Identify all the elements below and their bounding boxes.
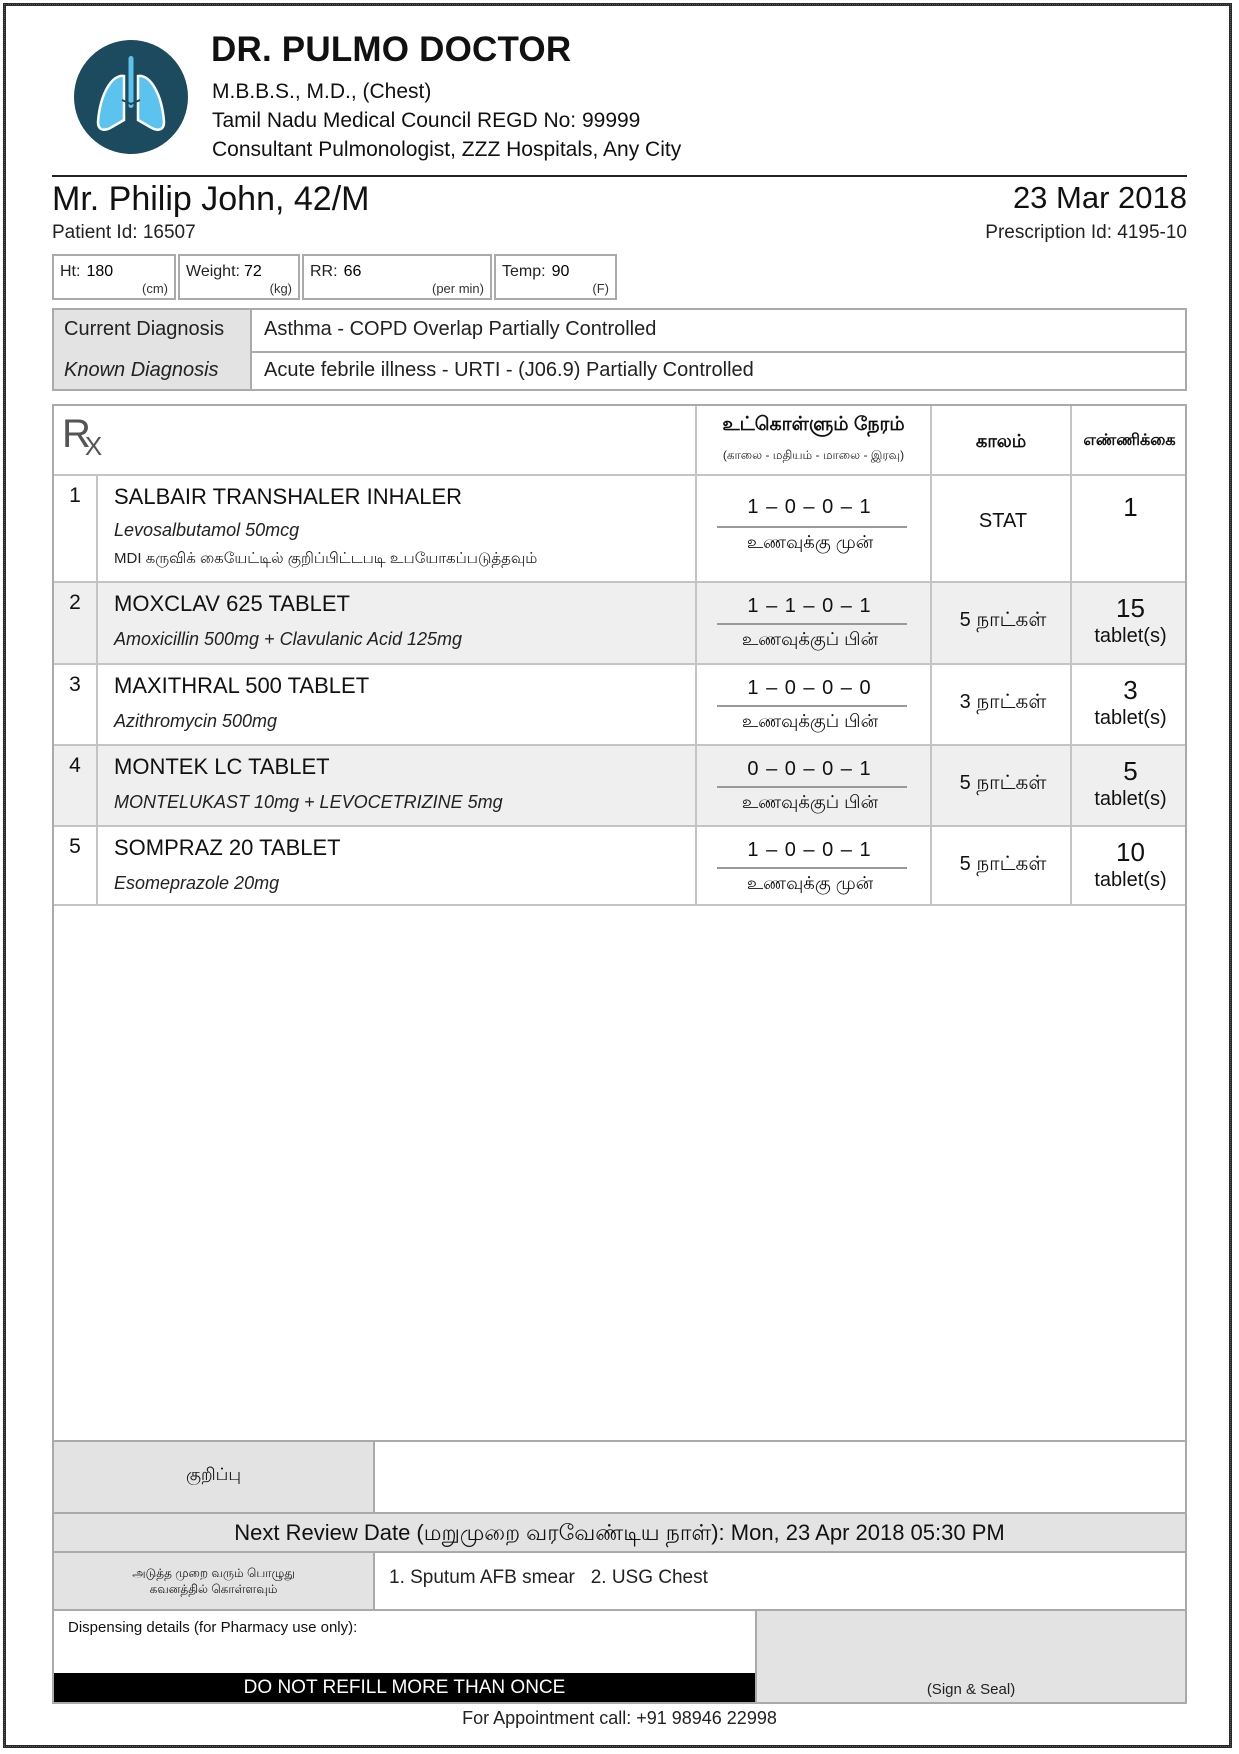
column-divider [695,746,697,825]
count-value: 15 [1116,593,1145,623]
count [1074,593,1187,649]
column-divider [930,746,932,825]
dose-divider [717,623,907,625]
known-diagnosis-row [54,351,1185,389]
vital-unit: (cm) [142,281,168,296]
duration: 5 நாட்கள் [959,853,1047,875]
column-divider [695,583,697,663]
duration: STAT [978,510,1028,532]
food-timing: உணவுக்குப் பின் [741,629,879,649]
drug-name: SALBAIR TRANSHALER INHALER [114,484,463,509]
drug-generic: Esomeprazole 20mg [114,873,280,893]
current-diagnosis-row [54,310,1185,353]
vital-weight [178,254,300,300]
current-diagnosis-label: Current Diagnosis [54,310,252,351]
column-divider [930,583,932,663]
column-divider [96,746,98,825]
dose-divider [717,867,907,869]
row-number: 2 [69,591,81,614]
timing-header-sublabel: (காலை - மதியம் - மாலை - இரவு) [722,448,905,462]
drug-generic: Levosalbutamol 50mcg [114,520,300,540]
vital-height [52,254,176,300]
vital-respiratory-rate [302,254,492,300]
dose-divider [717,705,907,707]
drug-generic: MONTELUKAST 10mg + LEVOCETRIZINE 5mg [114,792,503,812]
count-header: எண்ணிக்கை [1083,432,1176,449]
note-label: குறிப்பு [54,1442,375,1512]
drug-name: MONTEK LC TABLET [114,754,330,779]
count-value: 3 [1123,675,1138,705]
count-unit: tablet(s) [1094,788,1167,810]
count [1074,675,1187,731]
next-review-date: Next Review Date (மறுமுறை வரவேண்டிய நாள்): Mon, 23 Apr 2018 05:30 PM [54,1514,1185,1553]
medication-row [54,663,1185,744]
vital-label: RR: [310,263,338,280]
attention-value: 1. Sputum AFB smear 2. USG Chest [389,1567,708,1588]
food-timing: உணவுக்குப் பின் [741,711,879,731]
known-diagnosis-value: Acute febrile illness - URTI - (J06.9) Partially Controlled [264,359,754,381]
dispensing-row [54,1609,1185,1702]
count [1074,756,1187,812]
sign-seal-label: (Sign & Seal) [926,1681,1016,1698]
food-timing: உணவுக்கு முன் [746,873,874,893]
prescription-blank-area [52,904,1187,1440]
dose-schedule: 1 – 0 – 0 – 1 [747,496,872,518]
drug-name: MOXCLAV 625 TABLET [114,591,350,616]
drug-instruction: MDI கருவிக் கையேட்டில் குறிப்பிட்டபடி உபயோகப்படுத்தவும் [114,550,538,567]
food-timing: உணவுக்குப் பின் [741,792,879,812]
duration: 5 நாட்கள் [959,609,1047,631]
note-row [54,1442,1185,1514]
vital-value: 180 [86,263,114,280]
vital-unit: (kg) [269,281,292,296]
row-number: 1 [69,484,81,507]
appointment-contact: For Appointment call: +91 98946 22998 [462,1708,777,1728]
current-diagnosis-value: Asthma - COPD Overlap Partially Controlled [264,318,657,340]
lungs-logo-icon [74,40,188,154]
dose-schedule: 1 – 1 – 0 – 1 [747,595,872,617]
vital-unit: (F) [592,281,609,296]
drug-name: MAXITHRAL 500 TABLET [114,673,370,698]
medication-row [54,825,1185,906]
prescription-id: Prescription Id: 4195-10 [985,222,1187,243]
count-unit: tablet(s) [1094,869,1167,891]
drug-generic: Amoxicillin 500mg + Clavulanic Acid 125mg [114,629,462,649]
dose-divider [717,526,907,528]
dose-schedule: 1 – 0 – 0 – 0 [747,677,872,699]
row-number: 3 [69,673,81,696]
attention-row [54,1553,1185,1609]
footer-table [52,1440,1187,1704]
medication-row [54,744,1185,825]
refill-warning-banner: DO NOT REFILL MORE THAN ONCE [54,1673,755,1702]
vital-unit: (per min) [431,281,484,296]
duration: 3 நாட்கள் [959,691,1047,713]
count [1074,492,1187,522]
attention-label-line: அடுத்த முறை வரும் பொழுது [132,1566,295,1580]
doctor-qualification: M.B.B.S., M.D., (Chest) [212,80,432,103]
vital-temperature [494,254,617,300]
count-value: 1 [1123,492,1138,522]
doctor-name: DR. PULMO DOCTOR [211,30,572,69]
attention-label [54,1553,375,1609]
vital-value: 90 [551,263,570,280]
prescription-date: 23 Mar 2018 [1012,180,1187,215]
medication-row [54,474,1185,581]
count-unit: tablet(s) [1094,625,1167,647]
column-divider [96,583,98,663]
drug-generic: Azithromycin 500mg [114,711,278,731]
vital-value: 72 [243,263,262,280]
column-divider [96,476,98,581]
duration: 5 நாட்கள் [959,772,1047,794]
medication-row [54,581,1185,663]
rx-symbol-icon: RX [62,412,103,461]
count-unit: tablet(s) [1094,707,1167,729]
vital-label: Temp: [502,263,546,280]
row-number: 4 [69,754,81,777]
attention-label-line: கவனத்தில் கொள்ளவும் [149,1582,278,1596]
header-divider [52,175,1187,177]
sign-seal-area [755,1611,1185,1702]
vital-value: 66 [343,263,362,280]
known-diagnosis-label: Known Diagnosis [54,351,252,389]
count-value: 5 [1123,756,1138,786]
dose-schedule: 0 – 0 – 0 – 1 [747,758,872,780]
column-divider [96,827,98,906]
vital-label: Ht: [60,263,81,280]
drug-name: SOMPRAZ 20 TABLET [114,835,341,860]
doctor-registration: Tamil Nadu Medical Council REGD No: 99999 [212,109,641,132]
vital-label: Weight: [186,263,240,280]
diagnosis-table [52,308,1187,391]
dispensing-label: Dispensing details (for Pharmacy use only): [68,1619,358,1636]
timing-header-label: உட்கொள்ளும் நேரம் [722,414,905,435]
prescription-table [52,404,1187,904]
count [1074,837,1187,893]
doctor-designation: Consultant Pulmonologist, ZZZ Hospitals, Any City [212,138,682,161]
patient-name: Mr. Philip John, 42/M [52,180,370,218]
row-number: 5 [69,835,81,858]
patient-id: Patient Id: 16507 [52,222,196,243]
timing-header [697,406,930,476]
dose-divider [717,786,907,788]
dose-schedule: 1 – 0 – 0 – 1 [747,839,872,861]
count-value: 10 [1116,837,1145,867]
duration-header: காலம் [975,431,1027,451]
food-timing: உணவுக்கு முன் [746,532,874,552]
column-divider [96,665,98,744]
